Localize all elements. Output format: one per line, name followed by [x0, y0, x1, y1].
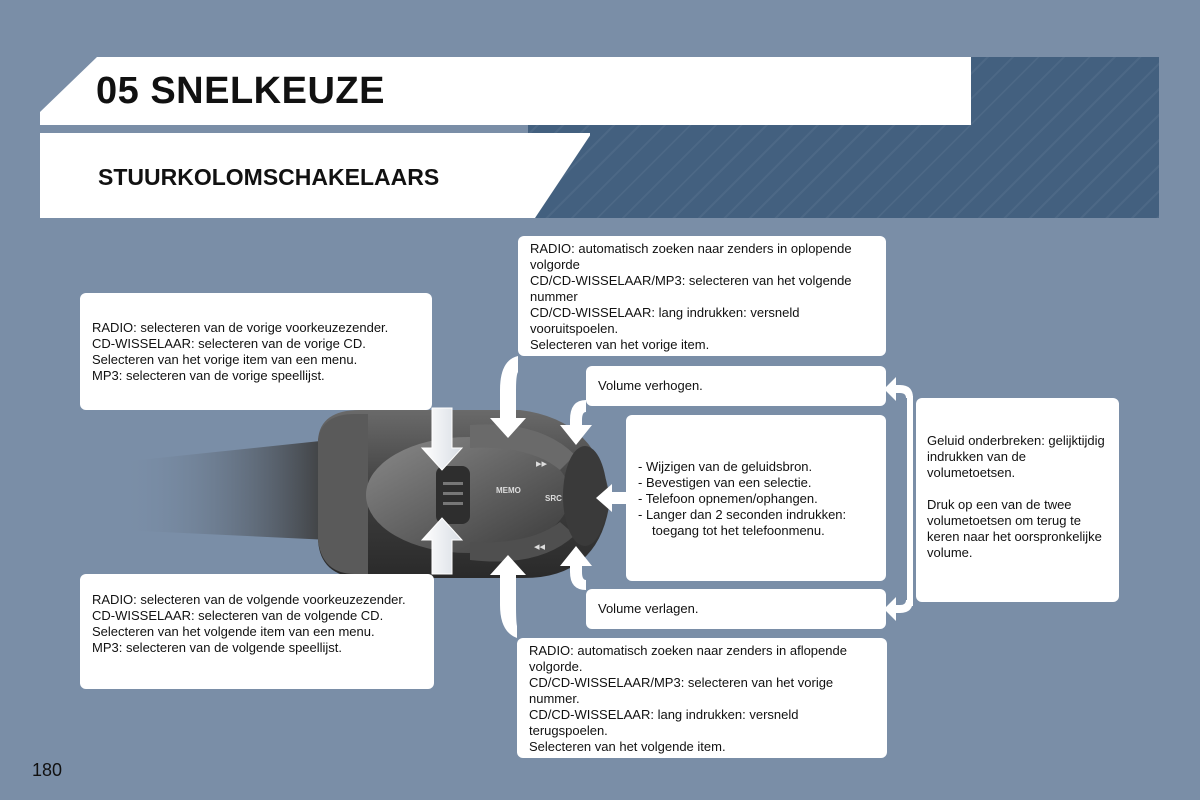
callout-line: Volume verlagen. — [598, 601, 699, 616]
callout-line: Selecteren van het volgende item van een menu. — [92, 624, 375, 639]
forward-symbol: ▸▸ — [536, 457, 548, 470]
rewind-symbol: ◂◂ — [534, 540, 546, 553]
callout-line: RADIO: automatisch zoeken naar zenders in aflopende volgorde. — [529, 643, 847, 674]
memo-label: MEMO — [496, 486, 521, 495]
arrow-left-icon — [884, 377, 913, 401]
callout-seek-down — [517, 638, 887, 758]
callout-line: Selecteren van het vorige item van een menu. — [92, 352, 358, 367]
callout-line: RADIO: automatisch zoeken naar zenders in oplopende volgorde — [530, 241, 852, 272]
callout-line: CD/CD-WISSELAAR/MP3: selecteren van het volgende nummer — [530, 273, 852, 304]
callout-seek-up — [518, 236, 886, 356]
callout-line: CD-WISSELAAR: selecteren van de volgende CD. — [92, 608, 384, 623]
callout-line: RADIO: selecteren van de volgende voorkeuzezender. — [92, 592, 406, 607]
arrow-left-icon — [884, 597, 913, 621]
callout-line: CD/CD-WISSELAAR: lang indrukken: versneld terugspoelen. — [529, 707, 799, 738]
callout-mute — [916, 398, 1119, 602]
list-item: - Bevestigen van een selectie. — [638, 475, 812, 490]
callout-line: Selecteren van het volgende item. — [529, 739, 726, 754]
list-item: - Langer dan 2 seconden indrukken: toegang tot het telefoonmenu. — [638, 507, 847, 538]
callout-line: MP3: selecteren van de vorige speellijst. — [92, 368, 325, 383]
callout-line: MP3: selecteren van de volgende speellijst. — [92, 640, 343, 655]
callout-line: Volume verhogen. — [598, 378, 703, 393]
callout-line: RADIO: selecteren van de vorige voorkeuzezender. — [92, 320, 389, 335]
callout-previous-preset — [80, 293, 432, 410]
callout-line: Druk op een van de twee volumetoetsen om terug te keren naar het oorspronkelijke volume. — [927, 497, 1102, 560]
list-item: - Telefoon opnemen/ophangen. — [638, 491, 818, 506]
callout-next-preset — [80, 574, 434, 689]
callout-line: Selecteren van het vorige item. — [530, 337, 710, 352]
callout-line: Geluid onderbreken: gelijktijdig indrukken van de volumetoetsen. — [927, 433, 1105, 480]
callout-volume-down — [586, 589, 886, 629]
callout-line: CD-WISSELAAR: selecteren van de vorige CD. — [92, 336, 366, 351]
page-title: 05 SNELKEUZE — [96, 70, 385, 112]
page-number: 180 — [32, 760, 63, 780]
source-actions-list — [638, 459, 876, 539]
callout-line: CD/CD-WISSELAAR: lang indrukken: versneld vooruitspoelen. — [530, 305, 800, 336]
src-label: SRC — [545, 494, 562, 503]
section-subtitle: STUURKOLOMSCHAKELAARS — [98, 164, 440, 190]
callout-source-button — [626, 415, 886, 581]
callout-volume-up — [586, 366, 886, 406]
list-item: - Wijzigen van de geluidsbron. — [638, 459, 813, 474]
callout-line: CD/CD-WISSELAAR/MP3: selecteren van het vorige nummer. — [529, 675, 834, 706]
column-shaft — [120, 440, 330, 540]
control-grip — [318, 414, 368, 574]
